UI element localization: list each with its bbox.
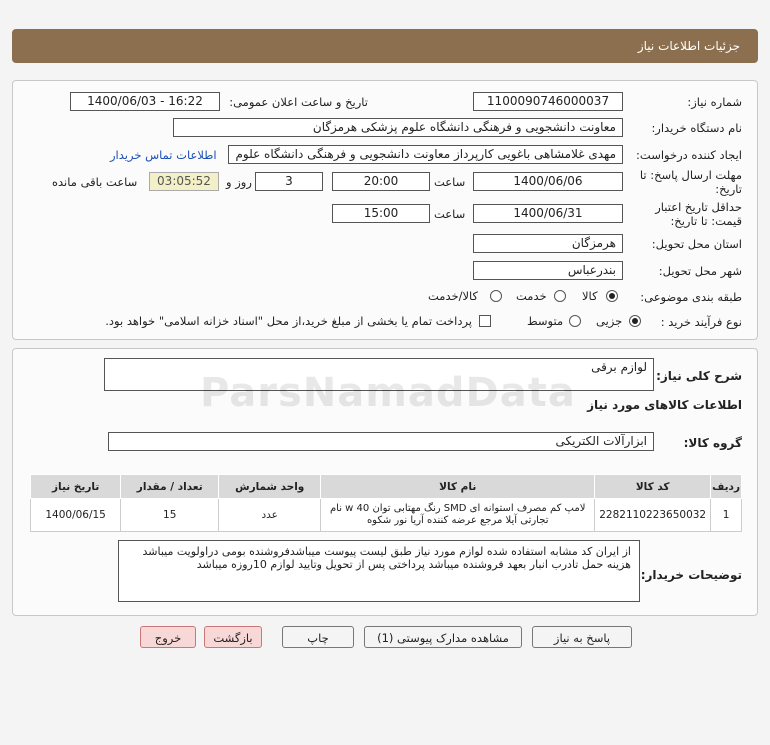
city-field: بندرعباس	[473, 261, 623, 280]
buyer-org-field: معاونت دانشجویی و فرهنگی دانشگاه علوم پزشکی هرمزگان	[173, 118, 623, 137]
category-radio-goods[interactable]	[606, 290, 618, 302]
goods-table-header	[31, 475, 742, 499]
col-qty: تعداد / مقدار	[121, 475, 219, 499]
header-bar	[12, 29, 758, 63]
days-field: 3	[255, 172, 323, 191]
cell-name: لامپ کم مصرف استوانه ای SMD رنگ مهتابی توان 40 w نام تجارتی آیلا مرجع عرضه کننده آریا نور شکوه	[321, 499, 595, 532]
page-title: جزئیات اطلاعات نیاز	[637, 39, 740, 53]
col-name: نام کالا	[321, 475, 595, 499]
goods-table	[30, 474, 742, 532]
remaining-time-label: ساعت باقی مانده	[52, 175, 138, 189]
need-number-field: 1100090746000037	[473, 92, 623, 111]
category-service-label: خدمت	[516, 289, 547, 303]
remaining-time-field: 03:05:52	[149, 172, 219, 191]
col-row: ردیف	[711, 475, 742, 499]
exit-button[interactable]: خروج	[140, 626, 196, 648]
validity-time-field: 15:00	[332, 204, 430, 223]
buyer-notes-label: توضیحات خریدار:	[640, 568, 742, 582]
watermark: ParsNamadData	[200, 370, 576, 416]
treasury-payment-note: پرداخت تمام یا بخشی از مبلغ خرید،از محل "اسناد خزانه اسلامی" خواهد بود.	[105, 314, 472, 328]
announce-datetime-field: 1400/06/03 - 16:22	[70, 92, 220, 111]
col-date: تاریخ نیاز	[31, 475, 121, 499]
need-number-label: شماره نیاز:	[687, 95, 742, 109]
reply-time-field: 20:00	[332, 172, 430, 191]
creator-field: مهدی غلامشاهی باغویی کارپرداز معاونت دانشجویی و فرهنگی دانشگاه علوم	[228, 145, 623, 164]
back-button[interactable]: بازگشت	[204, 626, 262, 648]
days-label: روز و	[226, 175, 252, 189]
cell-unit: عدد	[219, 499, 321, 532]
reply-deadline-label-2: تاریخ:	[715, 182, 742, 196]
province-field: هرمزگان	[473, 234, 623, 253]
treasury-payment-checkbox[interactable]	[479, 315, 491, 327]
goods-info-title: اطلاعات کالاهای مورد نیاز	[587, 398, 742, 412]
category-radio-goods-service[interactable]	[490, 290, 502, 302]
validity-label-2: قیمت: تا تاریخ:	[670, 214, 742, 228]
validity-label: حداقل تاریخ اعتبار	[655, 200, 742, 214]
goods-group-field: ابزارآلات الکتریکی	[108, 432, 654, 451]
attachments-button[interactable]: مشاهده مدارک پیوستی (1)	[364, 626, 522, 648]
reply-date-field: 1400/06/06	[473, 172, 623, 191]
table-row	[31, 499, 742, 532]
process-radio-partial[interactable]	[629, 315, 641, 327]
category-radio-service[interactable]	[554, 290, 566, 302]
announce-label: تاریخ و ساعت اعلان عمومی:	[229, 95, 368, 109]
process-radio-medium[interactable]	[569, 315, 581, 327]
reply-deadline-label: مهلت ارسال پاسخ: تا	[639, 168, 742, 182]
summary-field: لوازم برقی	[104, 358, 654, 391]
contact-buyer-link[interactable]: اطلاعات تماس خریدار	[110, 148, 217, 162]
summary-label: شرح کلی نیاز:	[656, 369, 742, 383]
category-goods-service-label: کالا/خدمت	[428, 289, 479, 303]
validity-date-field: 1400/06/31	[473, 204, 623, 223]
category-label: طبقه بندی موضوعی:	[640, 290, 742, 304]
cell-row: 1	[711, 499, 742, 532]
reply-time-label: ساعت	[434, 175, 466, 189]
category-goods-label: کالا	[582, 289, 598, 303]
reply-button[interactable]: پاسخ به نیاز	[532, 626, 632, 648]
process-medium-label: متوسط	[527, 314, 564, 328]
validity-time-label: ساعت	[434, 207, 466, 221]
col-code: کد کالا	[595, 475, 711, 499]
print-button[interactable]: چاپ	[282, 626, 354, 648]
process-label: نوع فرآیند خرید :	[660, 315, 742, 329]
city-label: شهر محل تحویل:	[658, 264, 742, 278]
cell-code: 2282110223650032	[595, 499, 711, 532]
province-label: استان محل تحویل:	[651, 237, 742, 251]
cell-qty: 15	[121, 499, 219, 532]
col-unit: واحد شمارش	[219, 475, 321, 499]
buyer-org-label: نام دستگاه خریدار:	[651, 121, 742, 135]
creator-label: ایجاد کننده درخواست:	[636, 148, 742, 162]
cell-date: 1400/06/15	[31, 499, 121, 532]
process-partial-label: جزیی	[596, 314, 623, 328]
buyer-notes-field: از ایران کد مشابه استفاده شده لوازم مورد نیاز طبق لیست پیوست میباشدفروشنده بومی دراولویت میباشد هزینه حمل تادرب انبار بعهد فروشنده میباشد پرداختی پس از تحویل وتایید لوازم 10روزه میباشد	[118, 540, 640, 602]
goods-group-label: گروه کالا:	[683, 436, 742, 450]
